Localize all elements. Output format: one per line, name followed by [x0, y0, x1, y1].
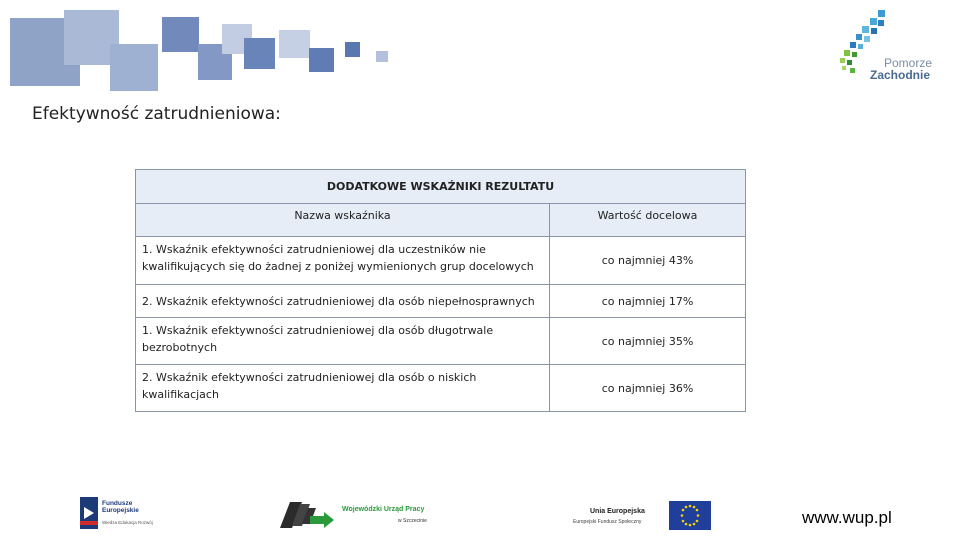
indicator-value: co najmniej 43% [550, 237, 746, 285]
indicator-name: 1. Wskaźnik efektywności zatrudnieniowej dla uczestników nie kwalifikujących się do żadnej z poniżej wymienionych grup docelowych [136, 237, 550, 285]
indicator-name: 2. Wskaźnik efektywności zatrudnieniowej dla osób o niskich kwalifikacjach [136, 365, 550, 412]
indicator-name: 1. Wskaźnik efektywności zatrudnieniowej dla osób długotrwale bezrobotnych [136, 318, 550, 365]
fe-line1: Fundusze [102, 500, 133, 507]
wup-city: w Szczecinie [398, 518, 427, 524]
wup-name: Wojewódzki Urząd Pracy [342, 506, 425, 513]
fundusze-europejskie-text [102, 500, 139, 514]
fe-line2: Europejskie [102, 507, 139, 514]
table-row [136, 365, 746, 412]
fundusze-europejskie-logo [80, 497, 98, 529]
ue-name: Unia Europejska [590, 508, 645, 515]
ue-subtitle: Europejski Fundusz Społeczny [573, 519, 642, 525]
table-caption-row [136, 170, 746, 204]
column-header-name: Nazwa wskaźnika [136, 204, 550, 237]
table-row [136, 237, 746, 285]
indicator-value: co najmniej 35% [550, 318, 746, 365]
logo-text-zachodnie: Zachodnie [870, 68, 931, 82]
slide-title: Efektywność zatrudnieniowa: [32, 104, 281, 124]
indicator-name: 2. Wskaźnik efektywności zatrudnieniowej dla osób niepełnosprawnych [136, 285, 550, 318]
fe-subtitle: Wiedza Edukacja Rozwój [102, 520, 153, 525]
table-caption: DODATKOWE WSKAŹNIKI REZULTATU [136, 170, 746, 204]
logo-text-pomorze: Pomorze [884, 56, 933, 70]
indicators-table [135, 169, 746, 412]
indicator-value: co najmniej 17% [550, 285, 746, 318]
column-header-value: Wartość docelowa [550, 204, 746, 237]
wup-logo [280, 500, 336, 535]
eu-flag-icon [669, 501, 711, 530]
table-header-row [136, 204, 746, 237]
table-row [136, 285, 746, 318]
indicator-value: co najmniej 36% [550, 365, 746, 412]
website-link[interactable]: www.wup.pl [802, 508, 892, 527]
table-row [136, 318, 746, 365]
